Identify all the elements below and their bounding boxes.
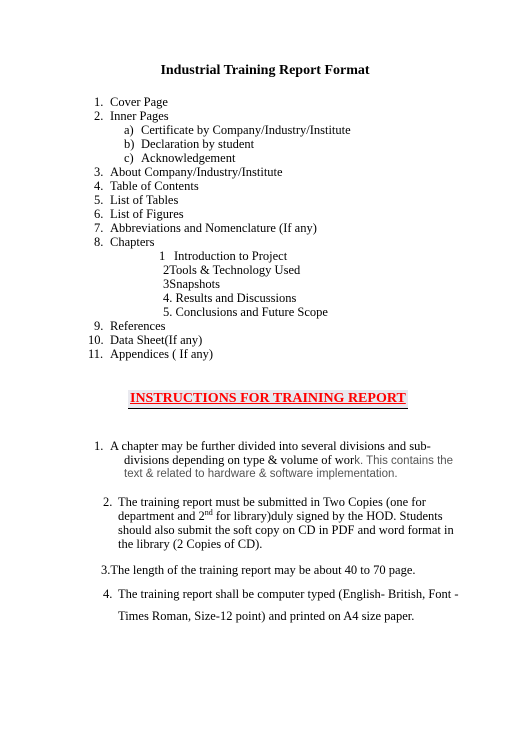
list-item-number: 11. (88, 347, 104, 361)
list-item-number: 4. (94, 179, 104, 193)
instruction-text: Times Roman, Size-12 point) and printed on A4 size paper. (118, 609, 415, 623)
list-item: Abbreviations and Nomenclature (If any) (110, 221, 317, 235)
list-item-number: 8. (94, 235, 104, 249)
instruction-text-gray: text & related to hardware & software implementation. (124, 468, 398, 480)
chapter-item: Introduction to Project (174, 249, 288, 263)
instruction-text-part: department and 2 (118, 509, 205, 523)
instruction-text: should also submit the soft copy on CD in PDF and word format in (118, 523, 454, 537)
instruction-text (124, 453, 453, 468)
list-item-number: 5. (94, 193, 104, 207)
instructions-heading: INSTRUCTIONS FOR TRAINING REPORT (130, 391, 406, 406)
instruction-text-main: divisions depending on type & volume of wor (124, 453, 355, 467)
instruction-text-part: for library)duly signed by the HOD. Students (212, 509, 443, 523)
list-item-number: 3. (94, 165, 104, 179)
list-item: References (110, 319, 166, 333)
instruction-text: The training report shall be computer typed (English- British, Font - (118, 587, 459, 601)
instruction-text: the library (2 Copies of CD). (118, 537, 263, 551)
list-item-number: 6. (94, 207, 104, 221)
instruction-text: A chapter may be further divided into several divisions and sub- (110, 439, 431, 453)
list-item: About Company/Industry/Institute (110, 165, 283, 179)
sub-item-letter: b) (124, 137, 135, 151)
sub-item: Acknowledgement (141, 151, 236, 165)
list-item-number: 9. (94, 319, 104, 333)
sub-item-letter: a) (124, 123, 134, 137)
instruction-text: 3.The length of the training report may be about 40 to 70 page. (101, 563, 416, 577)
page-title: Industrial Training Report Format (160, 63, 370, 78)
chapter-number: 1 (159, 249, 166, 263)
chapter-item: 3Snapshots (163, 277, 220, 291)
list-item: Appendices ( If any) (110, 347, 214, 361)
chapter-item: 4. Results and Discussions (163, 291, 297, 305)
instruction-text-gray: k. This contains the (354, 455, 454, 467)
instruction-text: The training report must be submitted in Two Copies (one for (118, 495, 426, 509)
list-item: Cover Page (110, 95, 168, 109)
list-item: Table of Contents (110, 179, 199, 193)
list-item-number: 10. (88, 333, 104, 347)
list-item-number: 1. (94, 95, 104, 109)
sub-item-letter: c) (124, 151, 134, 165)
list-item: Inner Pages (110, 109, 169, 123)
instruction-number: 1. (94, 439, 104, 453)
list-item: List of Figures (110, 207, 184, 221)
chapter-item: 2Tools & Technology Used (163, 263, 301, 277)
superscript: nd (204, 507, 213, 517)
chapter-item: 5. Conclusions and Future Scope (163, 305, 328, 319)
instruction-number: 4. (103, 587, 113, 601)
instructions-heading-box (128, 390, 408, 409)
list-item-number: 7. (94, 221, 104, 235)
sub-item: Declaration by student (141, 137, 255, 151)
instruction-text (118, 509, 443, 523)
list-item-number: 2. (94, 109, 104, 123)
sub-item: Certificate by Company/Industry/Institute (141, 123, 351, 137)
list-item: List of Tables (110, 193, 179, 207)
instruction-number: 2. (103, 495, 113, 509)
list-item: Data Sheet(If any) (110, 333, 203, 347)
list-item: Chapters (110, 235, 155, 249)
